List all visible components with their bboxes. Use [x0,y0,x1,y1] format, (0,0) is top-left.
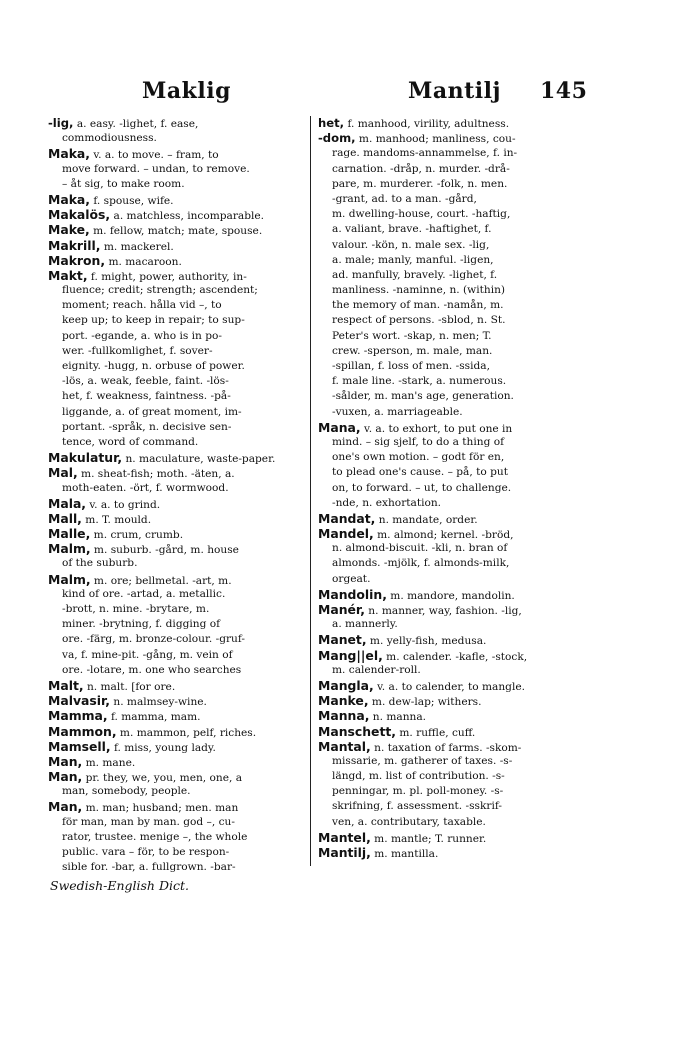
definition-text: va, f. mine-pit. -gång, m. vein of [62,648,233,661]
entry-line [48,146,304,161]
right-column [318,116,574,860]
entry-line [48,329,304,344]
definition-text: m. mammon, pelf, riches. [116,726,257,739]
definition-text: m. manhood; manliness, cou- [355,133,516,146]
entry-line [318,146,574,161]
entry-line [48,572,304,587]
definition-text: -vuxen, a. marriageable. [332,405,463,418]
definition-text: m. calender. -kafle, -stock, [382,650,528,663]
entry-line [48,238,304,253]
definition-text: f. male line. -stark, a. numerous. [332,375,507,388]
entry-line [318,283,574,298]
definition-text: m. T. mould. [81,513,152,526]
definition-text: n. malmsey-wine. [110,696,207,709]
definition-text: commodiousness. [62,132,157,145]
headword: Maka, [48,146,90,162]
headword: Mal, [48,465,78,481]
entry-line [48,481,304,496]
definition-text: ore. -färg, m. bronze-colour. -gruf- [62,633,246,646]
entry-line [318,496,574,511]
headword: Mantilj, [318,845,371,860]
definition-text: m. yelly-fish, medusa. [366,635,487,648]
definition-text: m. mane. [82,756,136,769]
entry-line [318,617,574,632]
entry-line [48,268,304,283]
headword: Mana, [318,419,361,435]
definition-text: f. miss, young lady. [110,741,216,754]
entry-line [318,344,574,359]
headword: Manke, [318,693,369,709]
definition-text: kind of ore. -artad, a. metallic. [62,587,226,600]
entry-line [48,617,304,632]
definition-text: mind. – sig sjelf, to do a thing of [332,435,505,448]
entry-line [318,541,574,556]
entry-line [48,708,304,723]
definition-text: v. a. to move. – fram, to [90,149,219,162]
entry-line [318,511,574,526]
definition-text: n. manner, way, fashion. -lig, [364,605,522,617]
entry-line [318,815,574,830]
definition-text: f. might, power, authority, in- [87,270,247,283]
entry-line [48,799,304,814]
entry-line [318,784,574,799]
definition-text: – åt sig, to make room. [62,177,185,190]
definition-text: liggande, a. of great moment, im- [62,405,242,418]
definition-text: pare, m. murderer. -folk, n. men. [332,177,508,190]
column-divider [310,116,311,866]
definition-text: public. vara – för, to be respon- [62,846,230,858]
definition-text: wer. -fullkomlighet, f. sover- [62,344,213,357]
entry-line [48,724,304,739]
entry-line [48,222,304,237]
running-head-right: Mantilj [408,78,501,104]
definition-text: portant. -språk, n. decisive sen- [62,420,232,433]
definition-text: moth-eaten. -ört, f. wormwood. [62,481,229,494]
entry-line [318,222,574,237]
definition-text: ad. manfully, bravely. -lighet, f. [332,268,498,281]
definition-text: one's own motion. – godt för en, [332,451,505,464]
headword: Mandel, [318,526,374,542]
definition-text: för man, man by man. god –, cu- [62,815,235,828]
entry-line [318,420,574,435]
entry-line [48,648,304,663]
entry-line [48,830,304,845]
entry-line [318,389,574,404]
headword: Manér, [318,602,365,617]
definition-text: a. matchless, incomparable. [110,210,265,223]
entry-line [48,283,304,298]
definition-text: of the suburb. [62,557,138,570]
entry-line [48,784,304,799]
entry-line [318,754,574,769]
headword: Mang||el, [318,647,383,663]
headword: Mandolin, [318,586,387,602]
entry-line [318,602,574,617]
definition-text: n. almond-biscuit. -kli, n. bran of [332,542,508,555]
headword: Mantel, [318,829,371,845]
entry-line [48,313,304,328]
definition-text: het, f. weakness, faintness. -på- [62,390,231,403]
definition-text: tence, word of command. [62,435,199,448]
definition-text: fluence; credit; strength; ascendent; [62,284,258,297]
entry-line [318,632,574,647]
definition-text: m. suburb. -gård, m. house [90,544,239,557]
headword: Man, [48,799,83,815]
headword: Mamsell, [48,738,111,754]
headword: het, [318,116,345,130]
entry-line [318,663,574,678]
left-column [48,116,304,875]
definition-text: sible for. -bar, a. fullgrown. -bar- [62,861,236,874]
definition-text: a. male; manly, manful. -ligen, [332,253,494,266]
definition-text: a. valiant, brave. -haftighet, f. [332,223,492,236]
headword: Mangla, [318,677,374,693]
definition-text: m. ore; bellmetal. -art, m. [90,574,232,587]
definition-text: m. dwelling-house, court. -haftig, [332,208,511,221]
definition-text: on, to forward. – ut, to challenge. [332,481,512,494]
entry-line [48,192,304,207]
definition-text: keep up; to keep in repair; to sup- [62,314,245,327]
headword: Makron, [48,252,106,268]
entry-line [48,678,304,693]
entry-line [48,298,304,313]
definition-text: m. ruffle, cuff. [396,726,476,739]
headword: -dom, [318,131,356,146]
headword: Mandat, [318,510,376,526]
definition-text: m. fellow, match; mate, spouse. [89,225,263,238]
entry-line [48,815,304,830]
definition-text: rage. mandoms-annammelse, f. in- [332,147,518,160]
entry-line [318,739,574,754]
definition-text: manliness. -naminne, n. (within) [332,284,506,297]
entry-line [48,389,304,404]
definition-text: m. mantilla. [370,848,439,860]
entry-line [318,116,574,131]
headword: Malt, [48,677,84,693]
definition-text: ven, a. contributary, taxable. [332,815,486,828]
definition-text: to plead one's cause. – på, to put [332,466,508,479]
entry-line [318,830,574,845]
headword: Mammon, [48,723,117,739]
entry-line [318,450,574,465]
footer-title: Swedish-English Dict. [50,878,189,893]
entry-line [318,192,574,207]
entry-line [318,799,574,814]
definition-text: almonds. -mjölk, f. almonds-milk, [332,557,510,570]
entry-line [318,724,574,739]
entry-line [48,663,304,678]
entry-line [318,298,574,313]
entry-line [318,329,574,344]
entry-line [48,374,304,389]
headword: -lig, [48,116,74,130]
headword: Malm, [48,541,91,557]
headword: Manna, [318,708,370,724]
entry-line [48,450,304,465]
headword: Makulatur, [48,450,123,466]
headword: Mala, [48,495,87,511]
entry-line [48,344,304,359]
definition-text: -grant, ad. to a man. -gård, [332,192,477,205]
headword: Man, [48,769,83,785]
definition-text: port. -egande, a. who is in po- [62,329,222,342]
entry-line [48,526,304,541]
definition-text: m. macaroon. [105,255,182,268]
definition-text: ore. -lotare, m. one who searches [62,663,242,676]
entry-line [318,405,574,420]
entry-line [318,374,574,389]
headword: Malle, [48,526,91,542]
entry-line [318,253,574,268]
definition-text: crew. -sperson, m. male, man. [332,344,493,357]
headword: Mantal, [318,738,371,754]
headword: Makt, [48,267,88,283]
definition-text: penningar, m. pl. poll-money. -s- [332,785,504,798]
entry-line [318,708,574,723]
definition-text: -spillan, f. loss of men. -ssida, [332,360,490,372]
entry-line [318,526,574,541]
definition-text: n. manna. [369,711,427,724]
headword: Make, [48,222,90,238]
entry-line [318,238,574,253]
definition-text: Peter's wort. -skap, n. men; T. [332,329,492,342]
definition-text: v. a. to calender, to mangle. [373,680,525,693]
definition-text: m. dew-lap; withers. [368,696,482,709]
entry-line [318,268,574,283]
definition-text: carnation. -dråp, n. murder. -drå- [332,162,510,175]
definition-text: m. man; husband; men. man [82,802,239,815]
entry-line [48,556,304,571]
definition-text: f. mamma, mam. [107,711,201,724]
entry-line [48,253,304,268]
definition-text: moment; reach. hålla vid –, to [62,299,222,312]
entry-line [318,678,574,693]
definition-text: -lös, a. weak, feeble, faint. -lös- [62,375,229,388]
entry-line [318,556,574,571]
entry-line [318,845,574,860]
headword: Man, [48,753,83,769]
definition-text: respect of persons. -sblod, n. St. [332,314,506,327]
definition-text: -brott, n. mine. -brytare, m. [62,603,210,615]
entry-line [48,405,304,420]
entry-line [318,465,574,480]
entry-line [318,481,574,496]
entry-line [48,465,304,480]
entry-line [318,693,574,708]
definition-text: pr. they, we, you, men, one, a [82,772,243,785]
entry-line [48,359,304,374]
definition-text: m. sheat-fish; moth. -äten, a. [77,468,235,481]
entry-line [318,207,574,222]
definition-text: f. manhood, virility, adultness. [344,118,510,130]
entry-line [48,587,304,602]
definition-text: valour. -kön, n. male sex. -lig, [332,238,490,251]
entry-line [48,162,304,177]
definition-text: m. almond; kernel. -bröd, [373,529,514,542]
headword: Mall, [48,510,82,526]
definition-text: f. spouse, wife. [90,194,174,207]
definition-text: m. crum, crumb. [90,529,184,542]
entry-line [318,313,574,328]
entry-line [318,648,574,663]
entry-line [48,754,304,769]
definition-text: n. mandate, order. [375,513,478,526]
headword: Malm, [48,571,91,587]
entry-line [48,860,304,875]
definition-text: rator, trustee. menige –, the whole [62,830,248,843]
page-number: 145 [540,78,588,104]
entry-line [48,496,304,511]
definition-text: n. taxation of farms. -skom- [370,741,522,754]
definition-text: -nde, n. exhortation. [332,496,442,509]
entry-line [48,511,304,526]
entry-line [318,131,574,146]
entry-line [318,572,574,587]
definition-text: missarie, m. gatherer of taxes. -s- [332,754,513,767]
definition-text: move forward. – undan, to remove. [62,162,250,175]
definition-text: m. mackerel. [100,240,174,253]
definition-text: skrifning, f. assessment. -sskrif- [332,800,502,813]
definition-text: -sålder, m. man's age, generation. [332,390,514,403]
definition-text: man, somebody, people. [62,785,191,798]
entry-line [48,207,304,222]
definition-text: v. a. to grind. [86,498,161,511]
headword: Mamma, [48,708,108,724]
entry-line [48,769,304,784]
definition-text: miner. -brytning, f. digging of [62,618,221,631]
definition-text: the memory of man. -namån, m. [332,299,504,312]
definition-text: n. malt. [for ore. [83,680,176,693]
entry-line [48,739,304,754]
definition-text: n. maculature, waste-paper. [122,453,276,466]
entry-line [48,116,304,131]
entry-line [48,131,304,146]
entry-line [318,587,574,602]
definition-text: m. mandore, mandolin. [386,589,515,602]
entry-line [48,632,304,647]
entry-line [48,602,304,617]
entry-line [318,162,574,177]
entry-line [48,541,304,556]
definition-text: m. mantle; T. runner. [370,832,487,845]
definition-text: längd, m. list of contribution. -s- [332,770,505,783]
definition-text: orgeat. [332,572,371,585]
definition-text: eignity. -hugg, n. orbuse of power. [62,360,245,372]
definition-text: a. mannerly. [332,618,398,631]
entry-line [48,177,304,192]
entry-line [318,359,574,374]
entry-line [48,845,304,860]
entry-line [48,435,304,450]
running-head-left: Maklig [142,78,231,104]
definition-text: a. easy. -lighet, f. ease, [73,118,199,130]
definition-text: v. a. to exhort, to put one in [360,422,513,435]
definition-text: m. calender-roll. [332,663,421,676]
entry-line [48,420,304,435]
entry-line [48,693,304,708]
headword: Maka, [48,191,90,207]
headword: Manet, [318,632,367,648]
entry-line [318,435,574,450]
entry-line [318,177,574,192]
headword: Makrill, [48,237,101,253]
headword: Malvasir, [48,693,110,709]
entry-line [318,769,574,784]
headword: Manschett, [318,723,397,739]
headword: Makalös, [48,207,111,223]
